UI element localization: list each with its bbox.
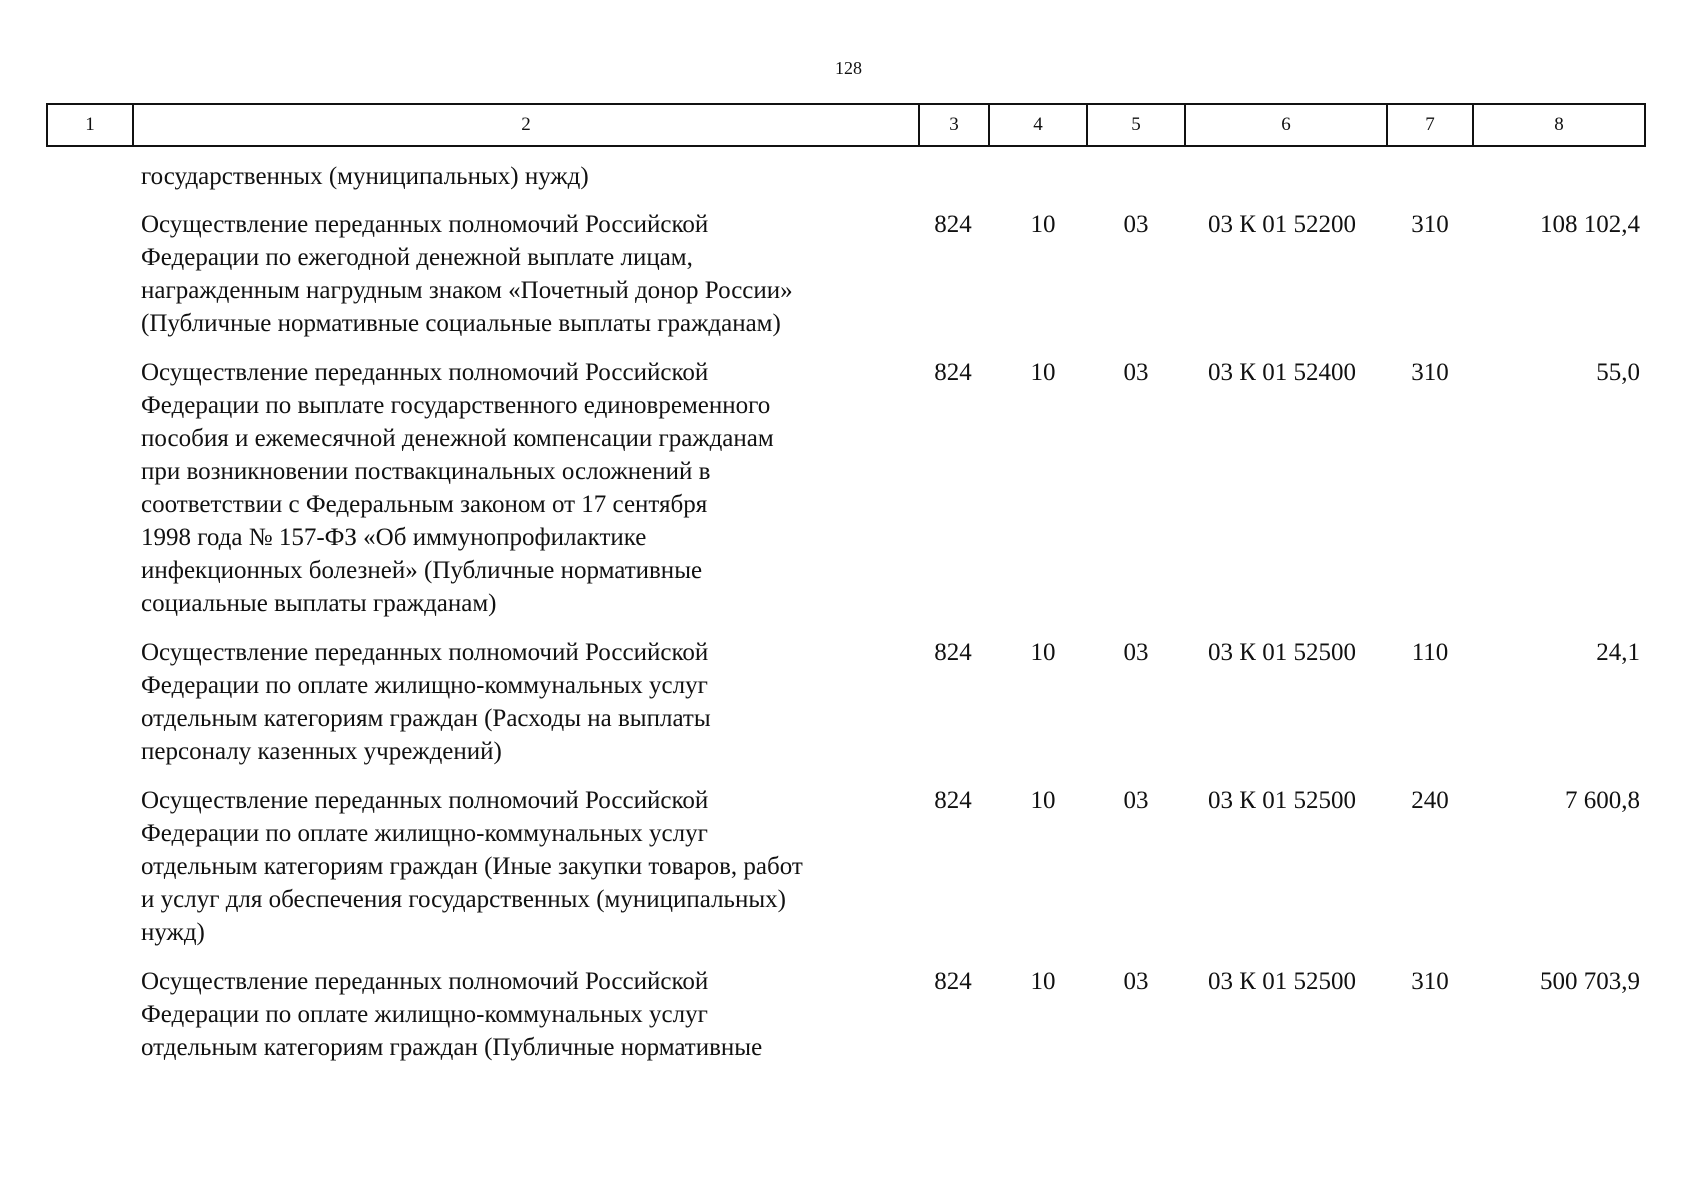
- column-header-4: 4: [990, 105, 1088, 145]
- amount-value: 500 703,9: [1540, 968, 1640, 995]
- amount-value: 108 102,4: [1540, 211, 1640, 238]
- target-article-code: 03 К 01 52400: [1208, 359, 1356, 386]
- row-description: [141, 784, 803, 949]
- column-header-8: 8: [1554, 114, 1564, 135]
- description-line: Осуществление переданных полномочий Российской: [141, 968, 709, 995]
- description-line: Федерации по выплате государственного единовременного: [141, 392, 771, 419]
- subsection-code: 03: [1123, 787, 1149, 814]
- target-article-code: 03 К 01 52500: [1208, 787, 1356, 814]
- column-header-6: 6: [1186, 105, 1388, 145]
- subsection-code: 03: [1123, 359, 1149, 386]
- description-line: (Публичные нормативные социальные выплаты гражданам): [141, 310, 781, 337]
- amount-value: 24,1: [1596, 639, 1640, 666]
- target-article-code: 03 К 01 52500: [1208, 639, 1356, 666]
- description-line: Федерации по оплате жилищно-коммунальных услуг: [141, 672, 708, 699]
- description-line: нужд): [141, 919, 205, 946]
- continuation-text: государственных (муниципальных) нужд): [141, 163, 589, 190]
- section-code: 10: [1030, 968, 1056, 995]
- description-line: Осуществление переданных полномочий Российской: [141, 359, 709, 386]
- row-description: [141, 965, 762, 1064]
- description-line: и услуг для обеспечения государственных (муниципальных): [141, 886, 786, 913]
- ministry-code: 824: [934, 639, 972, 666]
- subsection-code: 03: [1123, 968, 1149, 995]
- column-header-5: 5: [1088, 105, 1186, 145]
- subsection-code: 03: [1123, 639, 1149, 666]
- expense-type-code: 310: [1411, 359, 1449, 386]
- description-line: Осуществление переданных полномочий Российской: [141, 211, 709, 238]
- ministry-code: 824: [934, 359, 972, 386]
- section-code: 10: [1030, 359, 1056, 386]
- description-line: Федерации по оплате жилищно-коммунальных услуг: [141, 1001, 708, 1028]
- amount-value: 55,0: [1596, 359, 1640, 386]
- description-line: Осуществление переданных полномочий Российской: [141, 787, 709, 814]
- column-header-1: 1: [48, 105, 134, 145]
- description-line: персоналу казенных учреждений): [141, 738, 502, 765]
- expense-type-code: 310: [1411, 968, 1449, 995]
- description-line: отдельным категориям граждан (Публичные нормативные: [141, 1034, 763, 1061]
- description-line: отдельным категориям граждан (Расходы на выплаты: [141, 705, 711, 732]
- section-code: 10: [1030, 211, 1056, 238]
- description-line: 1998 года № 157-ФЗ «Об иммунопрофилактике: [141, 524, 647, 551]
- description-line: Федерации по оплате жилищно-коммунальных услуг: [141, 820, 708, 847]
- ministry-code: 824: [934, 787, 972, 814]
- column-number-header: [46, 103, 1646, 147]
- target-article-code: 03 К 01 52200: [1208, 211, 1356, 238]
- section-code: 10: [1030, 787, 1056, 814]
- row-description: [141, 208, 793, 340]
- description-line: соответствии с Федеральным законом от 17 сентября: [141, 491, 708, 518]
- column-header-7: 7: [1388, 105, 1474, 145]
- expense-type-code: 310: [1411, 211, 1449, 238]
- expense-type-code: 110: [1411, 639, 1449, 666]
- description-line: пособия и ежемесячной денежной компенсации гражданам: [141, 425, 774, 452]
- description-line: при возникновении поствакцинальных осложнений в: [141, 458, 711, 485]
- row-description: [141, 636, 711, 768]
- expense-type-code: 240: [1411, 787, 1449, 814]
- description-line: Федерации по ежегодной денежной выплате лицам,: [141, 244, 693, 271]
- column-header-3: 3: [920, 105, 990, 145]
- description-line: Осуществление переданных полномочий Российской: [141, 639, 709, 666]
- subsection-code: 03: [1123, 211, 1149, 238]
- description-line: награжденным нагрудным знаком «Почетный донор России»: [141, 277, 793, 304]
- column-header-2: 2: [134, 105, 920, 145]
- page-number: 128: [835, 58, 862, 78]
- target-article-code: 03 К 01 52500: [1208, 968, 1356, 995]
- description-line: отдельным категориям граждан (Иные закупки товаров, работ: [141, 853, 803, 880]
- ministry-code: 824: [934, 968, 972, 995]
- description-line: инфекционных болезней» (Публичные нормативные: [141, 557, 703, 584]
- section-code: 10: [1030, 639, 1056, 666]
- ministry-code: 824: [934, 211, 972, 238]
- row-description: [141, 356, 774, 620]
- description-line: социальные выплаты гражданам): [141, 590, 497, 617]
- amount-value: 7 600,8: [1565, 787, 1640, 814]
